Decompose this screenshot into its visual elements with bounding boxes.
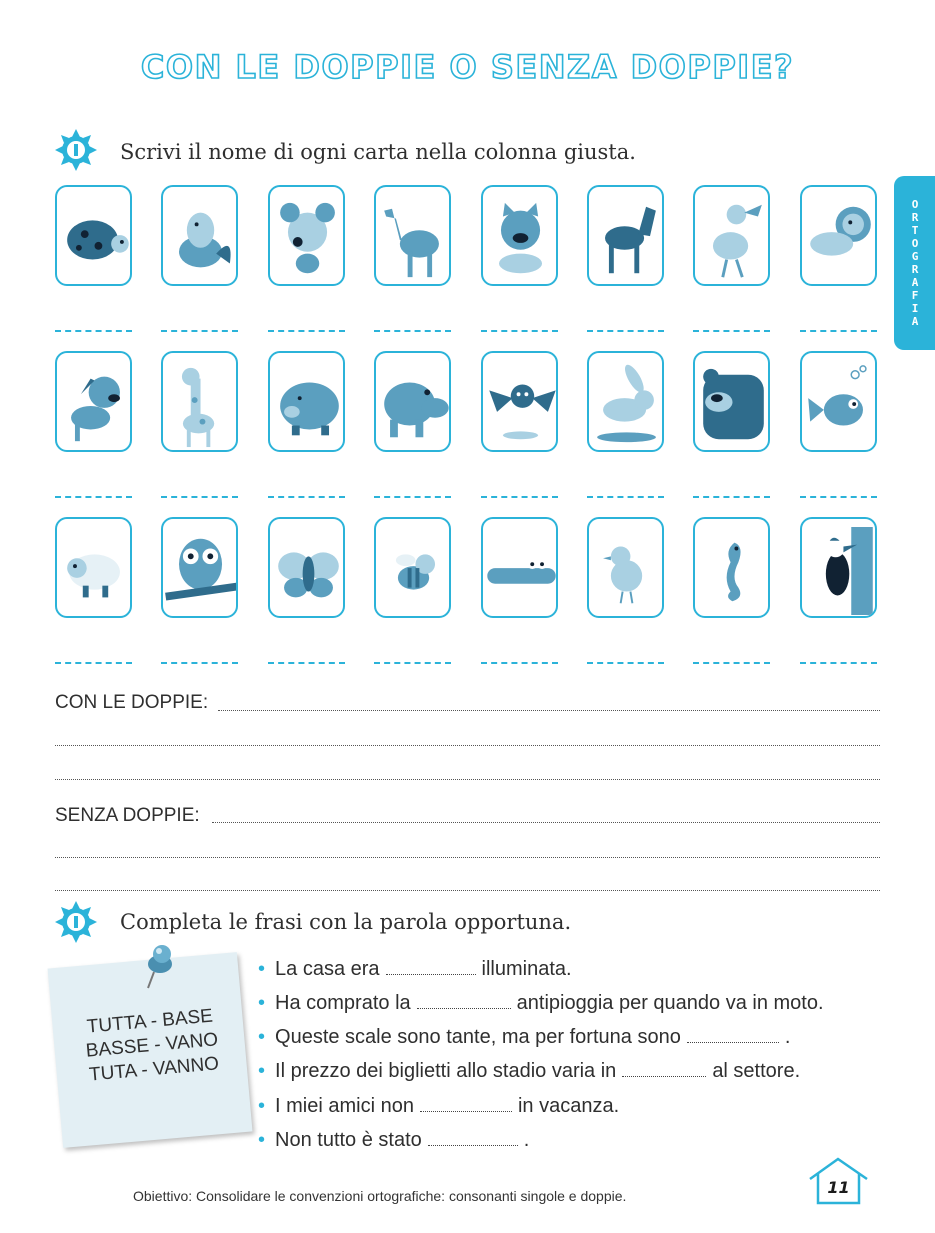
sentence [258, 958, 572, 981]
sentence-after: in vacanza. [517, 1095, 620, 1117]
sentence-after: al settore. [712, 1060, 801, 1082]
animal-card [374, 185, 451, 286]
name-answer-line[interactable] [55, 330, 132, 332]
fill-in-blank[interactable] [687, 1041, 779, 1043]
animal-card [693, 517, 770, 618]
sentence [258, 992, 824, 1015]
sentence-before: La casa era [275, 958, 380, 980]
animal-card [161, 517, 238, 618]
animal-card [587, 517, 664, 618]
owl-icon [165, 527, 238, 615]
answer-line[interactable] [218, 710, 880, 711]
sentence-before: Non tutto è stato [275, 1129, 422, 1151]
sheep-icon [59, 527, 132, 615]
exercise-2-instruction: Completa le frasi con la parola opportuna. [120, 910, 572, 934]
sun-badge-icon [54, 900, 98, 944]
page-title: CON LE DOPPIE O SENZA DOPPIE? [140, 48, 795, 86]
sentence-after: illuminata. [481, 958, 572, 980]
sentence-before: I miei amici non [275, 1095, 414, 1117]
exercise-1-instruction: Scrivi il nome di ogni carta nella colonna giusta. [120, 140, 636, 164]
animal-card [161, 351, 238, 452]
animal-card [693, 185, 770, 286]
name-answer-line[interactable] [800, 496, 877, 498]
animal-card [55, 185, 132, 286]
bullet-icon: • [258, 1095, 266, 1117]
sentence-before: Il prezzo dei biglietti allo stadio varia in [275, 1060, 617, 1082]
ladybug-icon [59, 195, 132, 283]
crocodile-icon [485, 527, 558, 615]
cat-icon [485, 195, 558, 283]
bullet-icon: • [258, 1129, 266, 1151]
con-doppie-label: CON LE DOPPIE: [55, 692, 209, 713]
hippo-icon [378, 361, 451, 449]
woodpecker-icon [804, 527, 877, 615]
section-tab-label: ORTOGRAFIA [911, 198, 919, 328]
sentence [258, 1026, 790, 1049]
fill-in-blank[interactable] [420, 1110, 512, 1112]
sentence-before: Ha comprato la [275, 992, 411, 1014]
name-answer-line[interactable] [161, 662, 238, 664]
name-answer-line[interactable] [800, 330, 877, 332]
fill-in-blank[interactable] [622, 1075, 706, 1077]
objective-footer: Obiettivo: Consolidare le convenzioni ortografiche: consonanti singole e doppie. [133, 1188, 627, 1204]
word-bank-line: TUTTA - BASE [86, 1005, 214, 1038]
sentence [258, 1129, 529, 1152]
answer-line[interactable] [55, 857, 880, 858]
name-answer-line[interactable] [374, 496, 451, 498]
seahorse-icon [697, 527, 770, 615]
animal-card [268, 517, 345, 618]
word-bank-line: BASSE - VANO [84, 1029, 219, 1062]
animal-card [800, 351, 877, 452]
bear-icon [697, 361, 770, 449]
animal-card [268, 351, 345, 452]
fill-in-blank[interactable] [428, 1144, 518, 1146]
name-answer-line[interactable] [481, 496, 558, 498]
name-answer-line[interactable] [268, 330, 345, 332]
horse-icon [591, 195, 664, 283]
name-answer-line[interactable] [587, 330, 664, 332]
animal-card [481, 351, 558, 452]
turkey-icon [165, 195, 238, 283]
fish-icon [804, 361, 877, 449]
sentence-after: . [784, 1026, 791, 1048]
animal-card [587, 185, 664, 286]
name-answer-line[interactable] [161, 330, 238, 332]
bullet-icon: • [258, 992, 266, 1014]
senza-doppie-label: SENZA DOPPIE: [55, 805, 200, 826]
sentence-before: Queste scale sono tante, ma per fortuna sono [275, 1026, 681, 1048]
word-bank [69, 1003, 235, 1089]
dog-icon [59, 361, 132, 449]
answer-line[interactable] [55, 745, 880, 746]
name-answer-line[interactable] [268, 496, 345, 498]
animal-card [374, 351, 451, 452]
animal-card [268, 185, 345, 286]
name-answer-line[interactable] [693, 330, 770, 332]
butterfly-icon [272, 527, 345, 615]
animal-card [800, 517, 877, 618]
word-bank-line: TUTA - VANNO [88, 1053, 220, 1086]
animal-card [693, 351, 770, 452]
sun-badge-icon [54, 128, 98, 172]
bat-icon [485, 361, 558, 449]
camel-icon [378, 195, 451, 283]
name-answer-line[interactable] [693, 662, 770, 664]
name-answer-line[interactable] [55, 496, 132, 498]
sentence [258, 1095, 619, 1118]
name-answer-line[interactable] [481, 662, 558, 664]
page-number: 11 [827, 1178, 850, 1197]
animal-card [481, 185, 558, 286]
bullet-icon: • [258, 1060, 266, 1082]
fill-in-blank[interactable] [417, 1007, 511, 1009]
name-answer-line[interactable] [587, 662, 664, 664]
animal-card [800, 185, 877, 286]
animal-card [374, 517, 451, 618]
name-answer-line[interactable] [268, 662, 345, 664]
name-answer-line[interactable] [161, 496, 238, 498]
fill-in-blank[interactable] [386, 973, 476, 975]
answer-line[interactable] [55, 890, 880, 891]
sentence [258, 1060, 800, 1083]
name-answer-line[interactable] [481, 330, 558, 332]
answer-line[interactable] [212, 822, 880, 823]
bee-icon [378, 527, 451, 615]
chick-icon [591, 527, 664, 615]
name-answer-line[interactable] [55, 662, 132, 664]
name-answer-line[interactable] [800, 662, 877, 664]
name-answer-line[interactable] [693, 496, 770, 498]
rabbit-icon [591, 361, 664, 449]
sentence-after: antipioggia per quando va in moto. [516, 992, 824, 1014]
name-answer-line[interactable] [374, 330, 451, 332]
mouse-icon [272, 195, 345, 283]
bullet-icon: • [258, 1026, 266, 1048]
sentence-after: . [523, 1129, 530, 1151]
pig-icon [272, 361, 345, 449]
animal-card [481, 517, 558, 618]
animal-card [55, 517, 132, 618]
answer-line[interactable] [55, 779, 880, 780]
animal-card [587, 351, 664, 452]
section-tab [894, 176, 935, 350]
animal-card [161, 185, 238, 286]
bullet-icon: • [258, 958, 266, 980]
duck-icon [697, 195, 770, 283]
name-answer-line[interactable] [587, 496, 664, 498]
lion-icon [804, 195, 877, 283]
giraffe-icon [165, 361, 238, 449]
pushpin-icon [140, 942, 180, 992]
animal-card [55, 351, 132, 452]
name-answer-line[interactable] [374, 662, 451, 664]
